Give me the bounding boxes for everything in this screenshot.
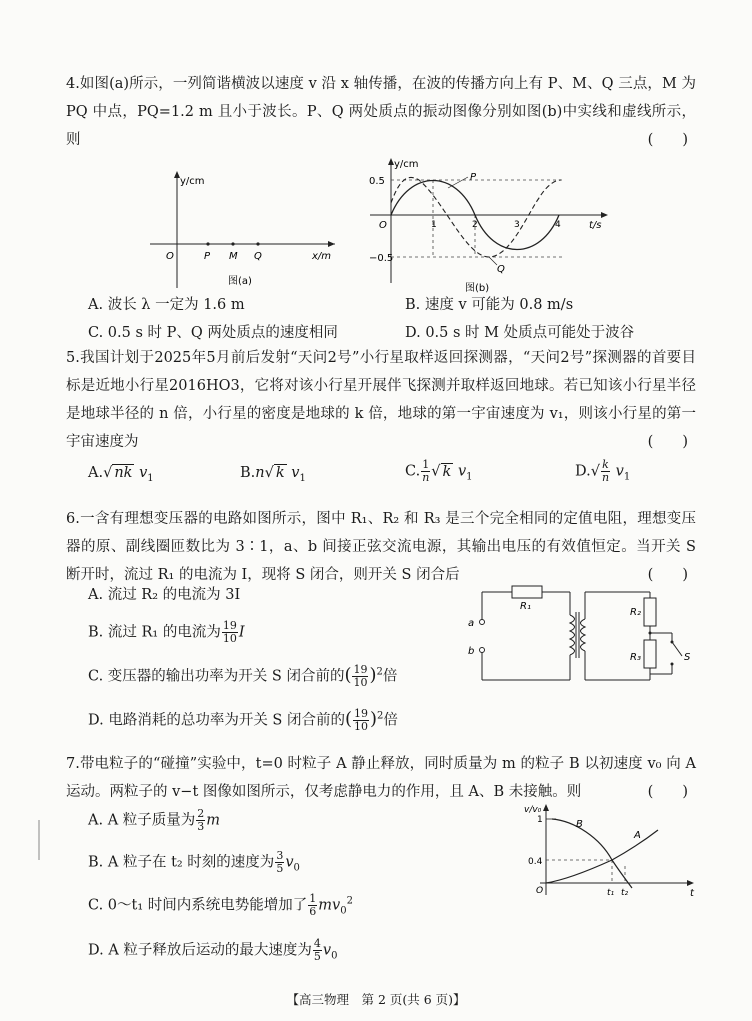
q7-option-C: C. 0～t₁ 时间内系统电势能增加了 $\frac{1}{6}$ $mv_0^2$: [88, 892, 353, 918]
vt-ttick-t2: t₂: [621, 888, 629, 898]
fig4b-label-P: P: [470, 172, 477, 183]
point-P: [206, 242, 209, 245]
q7-option-B: B. A 粒子在 t₂ 时刻的速度为 $\frac{3}{5}$ $v_0$: [88, 849, 300, 875]
question-4-stem: 4.如图(a)所示，一列简谐横波以速度 v 沿 x 轴传播，在波的传播方向上有 P、M、Q 三点，M 为 PQ 中点，PQ=1.2 m 且小于波长。P、Q 两处质点的振动图像分别如图(b)中实线和虚线所示，则: [66, 76, 696, 148]
q4-option-D: D. 0.5 s 时 M 处质点可能处于波谷: [405, 325, 635, 341]
label-a: a: [468, 618, 475, 629]
fig4b-ytick-top: 0.5: [369, 176, 385, 187]
fig4b-ttick-3: 3: [514, 220, 520, 230]
fig4b-ttick-4: 4: [555, 220, 561, 230]
curve-B: [552, 819, 632, 888]
resistor-R3: [644, 640, 656, 668]
q7-option-D: D. A 粒子释放后运动的最大速度为 $\frac{4}{5}$ $v_0$: [88, 937, 338, 963]
figure-4b: [365, 153, 615, 298]
fig4b-ttick-2: 2: [472, 220, 478, 230]
question-4: [66, 70, 696, 154]
label-R3: R₃: [630, 652, 641, 663]
switch-S: [672, 642, 682, 656]
label-S: S: [684, 652, 691, 663]
question-6: [66, 505, 696, 589]
fig4b-origin: O: [379, 220, 387, 231]
point-Q: [256, 242, 259, 245]
fig4b-tlabel: t/s: [589, 220, 602, 231]
primary-coil: [570, 615, 575, 655]
q5-option-B: B.n√ k $v_1$: [240, 465, 306, 484]
vt-ylabel: v/v₀: [524, 805, 542, 815]
fig4a-ylabel: y/cm: [180, 176, 205, 187]
question-5: [66, 344, 696, 456]
fig4a-xlabel: x/m: [312, 251, 332, 262]
answer-paren: ( ): [647, 784, 688, 800]
q6-option-A: A. 流过 R₂ 的电流为 3I: [88, 587, 241, 603]
fig4b-label-Q: Q: [497, 264, 505, 275]
answer-paren: ( ): [647, 132, 688, 148]
fig4a-origin: O: [166, 251, 174, 262]
fig4a-label-P: P: [204, 251, 211, 262]
fig4a-label-M: M: [229, 251, 238, 262]
q4-option-C: C. 0.5 s 时 P、Q 两处质点的速度相同: [88, 325, 338, 341]
terminal-a: [480, 620, 485, 625]
question-7-stem: 7.带电粒子的“碰撞”实验中，t=0 时粒子 A 静止释放，同时质量为 m 的粒子 B 以初速度 v₀ 向 A 运动。两粒子的 v−t 图像如图所示，仅考虑静电力的作用，且 A、B 未接触。则: [66, 756, 696, 800]
vt-tlabel: t: [690, 888, 694, 899]
fig4b-ttick-1: 1: [431, 220, 437, 230]
label-b: b: [468, 646, 475, 657]
point-M: [231, 242, 234, 245]
question-7: [66, 750, 696, 806]
fig4b-ytick-bottom: −0.5: [369, 253, 394, 264]
resistor-R1: [512, 586, 542, 598]
resistor-R2: [644, 598, 656, 626]
vt-graph: [520, 800, 700, 900]
q6-option-B: B. 流过 R₁ 的电流为 $\frac{19}{10}$ I: [88, 619, 245, 645]
label-R1: R₁: [520, 601, 531, 612]
vt-ytick-04: 0.4: [528, 857, 543, 867]
vt-origin: O: [536, 886, 544, 896]
circuit-diagram: [460, 580, 700, 690]
figure-4a: [140, 168, 340, 298]
scan-mark: [38, 820, 40, 860]
q5-option-A: A.√ nk $v_1$: [88, 465, 154, 484]
q5-option-D: D.√ $\frac{k}{n}$ $v_1$: [575, 458, 631, 484]
label-R2: R₂: [630, 607, 641, 618]
answer-paren: ( ): [647, 567, 688, 583]
vt-label-A: A: [634, 830, 641, 841]
fig4b-caption: 图(b): [465, 283, 490, 294]
terminal-b: [480, 648, 485, 653]
q7-option-A: A. A 粒子质量为 $\frac{2}{3}$ m: [88, 807, 221, 833]
q6-option-C: C. 变压器的输出功率为开关 S 闭合前的( $\frac{19}{10}$ )$^2$倍: [88, 663, 398, 689]
curve-A: [546, 830, 658, 883]
secondary-coil: [581, 619, 586, 651]
fig4a-caption: 图(a): [228, 276, 252, 287]
q5-option-C: C. $\frac{1}{n}$ √ k $v_1$: [405, 458, 473, 484]
q6-option-D: D. 电路消耗的总功率为开关 S 闭合前的( $\frac{19}{10}$ )$^2$倍: [88, 707, 398, 733]
q4-option-A: A. 波长 λ 一定为 1.6 m: [88, 297, 245, 313]
fig4a-label-Q: Q: [254, 251, 262, 262]
fig4b-ylabel: y/cm: [394, 159, 419, 170]
q4-option-B: B. 速度 v 可能为 0.8 m/s: [405, 297, 574, 313]
vt-label-B: B: [576, 819, 583, 830]
page-footer: 【高三物理 第 2 页(共 6 页)】: [286, 992, 466, 1007]
question-6-stem: 6.一含有理想变压器的电路如图所示，图中 R₁、R₂ 和 R₃ 是三个完全相同的定值电阻，理想变压器的原、副线圈匝数比为 3∶1，a、b 间接正弦交流电源，其输出电压的有效值恒定。当开关 S 断开时，流过 R₁ 的电流为 I，现将 S 闭合，则开关 S 闭合后: [66, 511, 696, 583]
question-5-stem: 5.我国计划于2025年5月前后发射“天问2号”小行星取样返回探测器，“天问2号”探测器的首要目标是近地小行星2016HO3，它将对该小行星开展伴飞探测并取样返回地球。若已知该小行星半径是地球半径的 n 倍，小行星的密度是地球的 k 倍，地球的第一宇宙速度为 v₁，则该小行星的第一宇宙速度为: [66, 350, 696, 450]
answer-paren: ( ): [647, 434, 688, 450]
vt-ytick-1: 1: [537, 815, 543, 825]
vt-ttick-t1: t₁: [607, 888, 615, 898]
